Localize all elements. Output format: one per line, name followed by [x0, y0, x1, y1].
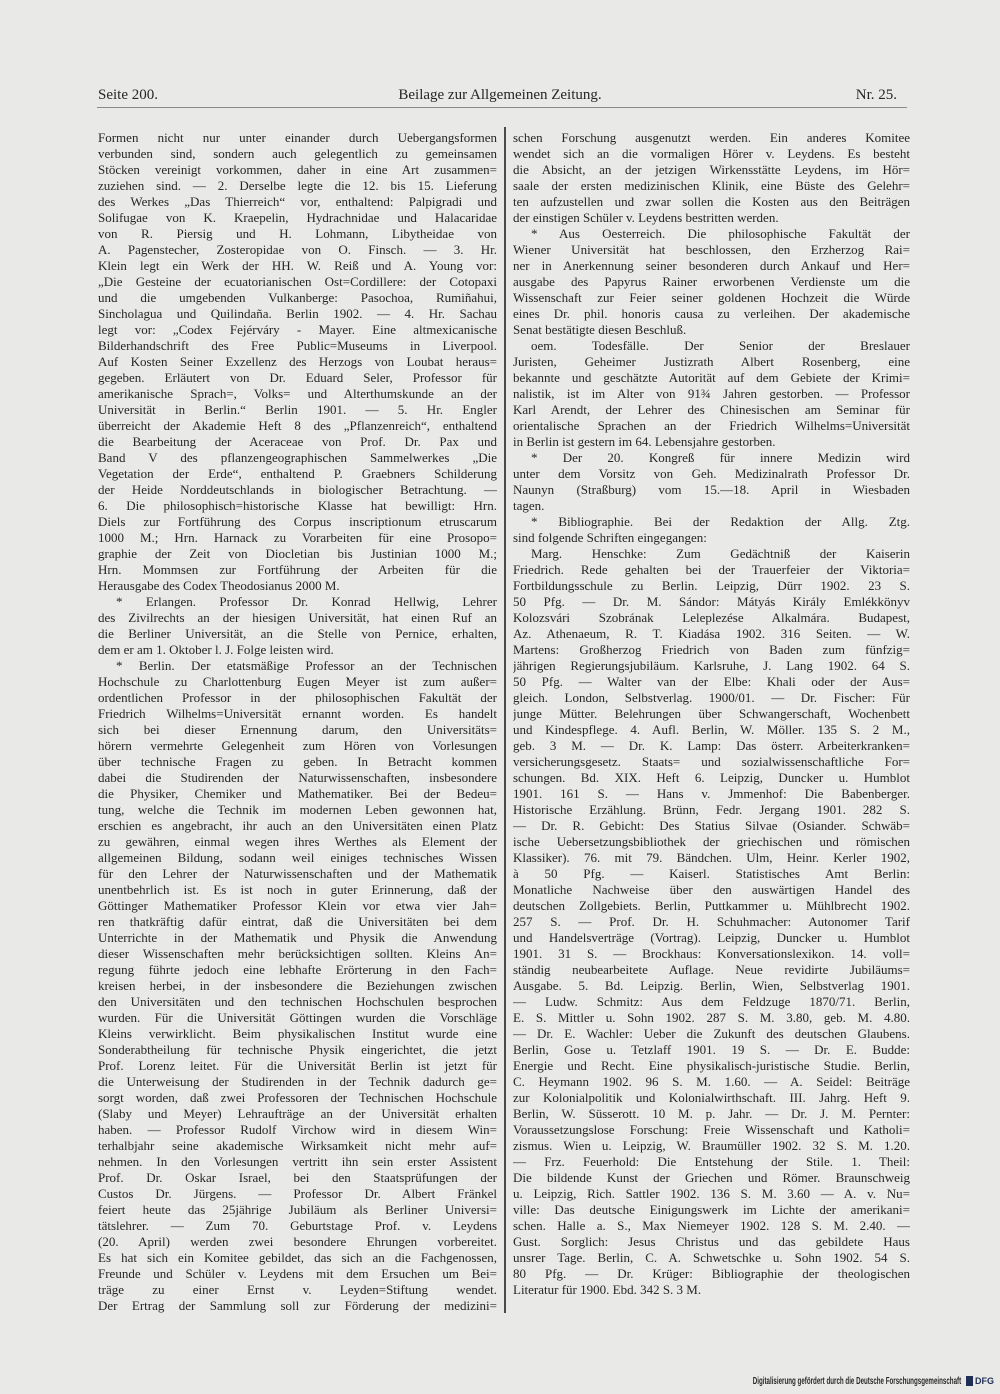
text-line: Unterrichte in der Mathematik und Physik die Anwendung — [98, 930, 497, 945]
text-line: ische Uebersetzungsbibliothek der griechischen und römischen — [513, 834, 910, 849]
text-line: schen Forschung ausgenutzt werden. Ein anderes Komitee — [513, 130, 910, 145]
header-rule — [97, 107, 907, 108]
issue-number: Nr. 25. — [855, 87, 897, 103]
text-line: des Zivilrechts an der hiesigen Universität, hat einen Ruf an — [98, 610, 497, 625]
text-line: saale der ersten medizinischen Klinik, eine Büste des Gelehr= — [513, 178, 910, 193]
text-line: * Aus Oesterreich. Die philosophische Fakultät der — [531, 226, 910, 241]
text-line: Ausgabe. 5. Bd. Leipzig. Berlin, Wien, Selbstverlag 1901. — [513, 978, 910, 993]
text-line: Wiener Universität hat beschlossen, den Erzherzog Rai= — [513, 242, 910, 257]
text-line: Die bildende Kunst der Griechen und Römer. Braunschweig — [513, 1170, 910, 1185]
text-line: den Universitäten und den technischen Hochschulen besprochen — [98, 994, 497, 1009]
text-line: C. Heymann 1902. 96 S. M. 1.60. — A. Seidel: Beiträge — [513, 1074, 910, 1089]
text-line: regung führte jedoch eine lebhafte Erörterung in den Fach= — [98, 962, 497, 977]
column-divider — [504, 127, 506, 1313]
text-line: gegeben. Erläutert von Dr. Eduard Seler, Professor für — [98, 370, 497, 385]
text-line: Universität in Berlin.“ Berlin 1901. — 5. Hr. Engler — [98, 402, 497, 417]
text-line: ständig neubearbeitete Auflage. Neue revidirte Jubiläums= — [513, 962, 910, 977]
text-line: Stöcken vereinigt vorkommen, daher in eine Art zusammen= — [98, 162, 497, 177]
text-line: * Bibliographie. Bei der Redaktion der Allg. Ztg. — [531, 514, 910, 529]
text-line: — Ludw. Schmitz: Aus dem Feldzuge 1870/71. Berlin, — [513, 994, 910, 1009]
text-line: Literatur für 1900. Ebd. 342 S. 3 M. — [513, 1282, 702, 1297]
text-line: legt vor: „Codex Fejérváry - Mayer. Eine altmexicanische — [98, 322, 497, 337]
text-line: sich bei dieser Ernennung darum, den Universitäts= — [98, 722, 497, 737]
text-line: ordentlichen Professor in der philosophischen Fakultät der — [98, 690, 497, 705]
article-paragraph — [513, 338, 910, 450]
text-line: gleich. London, Selbstverlag. 1900/01. — Dr. Fischer: Für — [513, 690, 910, 705]
funding-note: Digitalisierung gefördert durch die Deutsche Forschungsgemeinschaft — [752, 1375, 961, 1387]
text-line: Klein legt ein Werk der HH. W. Reiß und A. Young vor: — [98, 258, 497, 273]
text-line: Fortbildungsschule zu Berlin. Leipzig, Dürr 1902. 23 S. — [513, 578, 910, 593]
text-line: graphie der Zeit von Diocletian bis Justinian 1000 M.; — [98, 546, 497, 561]
text-line: à 50 Pfg. — Kaiserl. Statistisches Amt Berlin: — [513, 866, 910, 881]
text-line: Voraussetzungslose Forschung: Freie Wissenschaft und Katholi= — [513, 1122, 910, 1137]
text-line: junge Mütter. Belehrungen über Schwangerschaft, Wochenbett — [513, 706, 910, 721]
text-line: * Der 20. Kongreß für innere Medizin wird — [531, 450, 910, 465]
text-line: die Bearbeitung der Aceraceae von Prof. Dr. Pax und — [98, 434, 497, 449]
article-paragraph — [513, 226, 910, 338]
text-line: der einstigen Schüler v. Leydens bestritten werden. — [513, 210, 779, 225]
text-line: tätslehrer. — Zum 70. Geburtstage Prof. v. Leydens — [98, 1218, 497, 1233]
text-line: Martens: Großherzog Friedrich von Baden zum fünfzig= — [513, 642, 910, 657]
text-line: die Berliner Universität, an die Stelle von Pernice, erhalten, — [98, 626, 497, 641]
text-line: ville: Das deutsche Einigungswerk im Lichte der amerikani= — [513, 1202, 910, 1217]
text-line: und Kindespflege. 4. Aufl. Berlin, W. Möller. 135 S. 2 M., — [513, 722, 910, 737]
text-line: Sincholagua und Quilindaña. Berlin 1902. — 4. Hr. Sachau — [98, 306, 497, 321]
dfg-logo-icon — [966, 1376, 973, 1386]
text-line: Freunde und Schüler v. Leydens mit dem Ersuchen um Bei= — [98, 1266, 497, 1281]
digitization-footer — [745, 1372, 994, 1390]
article-paragraph — [98, 594, 497, 658]
article-paragraph — [513, 450, 910, 514]
text-line: die Physiker, Chemiker und Mathematiker. Bei der Bedeu= — [98, 786, 497, 801]
text-line: — Dr. R. Gebicht: Des Statius Silvae (Osiander. Schwäb= — [513, 818, 910, 833]
text-line: Solifugae von K. Kraepelin, Hydrachnidae und Halacaridae — [98, 210, 497, 225]
text-line: wendet sich an die vormaligen Hörer v. Leydens. Es besteht — [513, 146, 910, 161]
text-line: — Dr. E. Wachler: Ueber die Zukunft des deutschen Glaubens. — [513, 1026, 910, 1041]
text-line: zuziehen sind. — 2. Derselbe legte die 12. bis 15. Lieferung — [98, 178, 497, 193]
text-line: ausgabe des Papyrus Rainer erworbenen Verdienste um die — [513, 274, 910, 289]
text-line: Formen nicht nur unter einander durch Uebergangsformen — [98, 130, 497, 145]
text-line: Naunyn (Straßburg) vom 15.—18. April in Wiesbaden — [513, 482, 910, 497]
text-line: Berlin, Gose u. Tetzlaff 1901. 19 S. — Dr. E. Budde: — [513, 1042, 910, 1057]
article-paragraph — [513, 130, 910, 226]
text-line: Klassiker). 76. mit 79. Bändchen. Ulm, Heinr. Kerler 1902, — [513, 850, 910, 865]
text-line: Monatliche Nachweise über den auswärtigen Handel des — [513, 882, 910, 897]
text-line: zur Kolonialpolitik und Kolonialwirthschaft. III. Jahrg. Heft 9. — [513, 1090, 910, 1105]
text-line: ner in Anerkennung seiner besonderen durch Ankauf und Her= — [513, 258, 910, 273]
text-line: deutschen Zollgebiets. Berlin, Puttkammer u. Mühlbrecht 1902. — [513, 898, 910, 913]
text-line: Vegetation der Erde“, enthaltend P. Graebners Schilderung — [98, 466, 497, 481]
text-line: ten aufzustellen und zwar sollen die Kosten aus den Beiträgen — [513, 194, 910, 209]
text-line: der Heide Norddeutschlands in biologischer Betrachtung. — — [98, 482, 497, 497]
page-number: Seite 200. — [98, 87, 158, 103]
text-line: dabei die Studirenden der Naturwissenschaften, insbesondere — [98, 770, 497, 785]
text-line: Bilderhandschrift des Free Public=Museums in Liverpool. — [98, 338, 497, 353]
text-line: zu gewähren, einmal wegen ihres Werthes als Element der — [98, 834, 497, 849]
text-line: Friedrich. Rede gehalten bei der Trauerfeier der Viktoria= — [513, 562, 910, 577]
text-line: Sonderabtheilung für technische Physik eingerichtet, die jetzt — [98, 1042, 497, 1057]
text-line: über technische Fragen zu geben. In Betracht kommen — [98, 754, 497, 769]
text-line: verbunden sind, sondern auch gelegentlich zu gemeinsamen — [98, 146, 497, 161]
text-line: Es hat sich ein Komitee gebildet, das sich an die Fachgenossen, — [98, 1250, 497, 1265]
text-line: terhalbjahr seine akademische Wirksamkeit nicht mehr auf= — [98, 1138, 497, 1153]
dfg-logo — [966, 1376, 994, 1386]
text-line: Friedrich Wilhelms=Universität ernannt worden. Es handelt — [98, 706, 497, 721]
text-line: E. S. Mittler u. Sohn 1902. 287 S. M. 3.80, geb. M. 4.80. — [513, 1010, 910, 1025]
text-line: 1000 M.; Hrn. Harnack zu Vorarbeiten für eine Prosopo= — [98, 530, 497, 545]
text-line: Berlin, W. Süsserott. 10 M. p. Jahr. — Dr. J. M. Pernter: — [513, 1106, 910, 1121]
text-line: orientalische Sprachen an der Friedrich Wilhelms=Universität — [513, 418, 910, 433]
text-line: sind folgende Schriften eingegangen: — [513, 530, 707, 545]
text-line: 50 Pfg. — Dr. M. Sándor: Mátyás Király Emlékkönyv — [513, 594, 910, 609]
text-line: 1901. 161 S. — Hans v. Jmmenhof: Die Babenberger. — [513, 786, 910, 801]
text-line: allgemeinen Bildung, sodann weil einiges technisches Wissen — [98, 850, 497, 865]
text-line: wurden. Für die Universität Göttingen wurden die Vorschläge — [98, 1010, 497, 1025]
article-paragraph — [513, 514, 910, 546]
text-line: eines Dr. phil. honoris causa zu verleihen. Der akademische — [513, 306, 910, 321]
text-line: „Die Gesteine der ecuatorianischen Ost=Cordillere: der Cotopaxi — [98, 274, 497, 289]
text-line: (Slaby und Meyer) Lehraufträge an der Universität erhalten — [98, 1106, 497, 1121]
text-line: die Unterweisung der Studirenden in der Technik dadurch ge= — [98, 1074, 497, 1089]
text-line: für den Lehrer der Naturwissenschaften und der Mathematik — [98, 866, 497, 881]
text-line: Historische Erzählung. Brünn, Fedr. Jergang 1901. 282 S. — [513, 802, 910, 817]
text-line: geb. 3 M. — Dr. K. Lamp: Das österr. Arbeiterkranken= — [513, 738, 910, 753]
text-line: zismus. Wien u. Leipzig, W. Braumüller 1902. 32 S. M. 1.20. — [513, 1138, 910, 1153]
text-line: Kleins verwirklicht. Beim physikalischen Institut wurde eine — [98, 1026, 497, 1041]
text-line: die Absicht, an der jetzigen Wirkensstätte Leydens, im Hör= — [513, 162, 910, 177]
text-line: A. Pagenstecher, Zosteropidae von O. Finsch. — 3. Hr. — [98, 242, 497, 257]
text-line: Hochschule zu Charlottenburg Eugen Meyer ist zum außer= — [98, 674, 497, 689]
text-line: nehmen. In den Vorlesungen vertritt ihn sein erster Assistent — [98, 1154, 497, 1169]
text-line: Diels zur Fortführung des Corpus inscriptionum etruscarum — [98, 514, 497, 529]
text-line: in Berlin ist gestern im 64. Lebensjahre gestorben. — [513, 434, 776, 449]
article-paragraph — [98, 130, 497, 594]
text-line: träge zu einer Ernst v. Leyden=Stiftung wendet. — [98, 1282, 497, 1297]
text-line: Der Ertrag der Sammlung soll zur Förderung der medizini= — [98, 1298, 497, 1313]
text-line: Gust. Sorglich: Jesus Christus und das gebildete Haus — [513, 1234, 910, 1249]
text-line: Wissenschaft zur Feier seiner goldenen Hochzeit die Würde — [513, 290, 910, 305]
text-line: * Berlin. Der etatsmäßige Professor an der Technischen — [116, 658, 497, 673]
text-line: unentbehrlich ist. Es ist noch in guter Erinnerung, daß der — [98, 882, 497, 897]
text-line: Hrn. Mommsen zur Fortführung der Arbeiten für die — [98, 562, 497, 577]
text-line: bekannte und geschätzte Autorität auf dem Gebiete der Krimi= — [513, 370, 910, 385]
text-line: Auf Kosten Seiner Exzellenz des Herzogs von Loubat heraus= — [98, 354, 497, 369]
text-line: 80 Pfg. — Dr. Krüger: Bibliographie der theologischen — [513, 1266, 910, 1281]
text-line: amerikanische Sprach=, Volks= und Alterthumskunde an der — [98, 386, 497, 401]
text-line: Herausgabe des Codex Theodosianus 2000 M. — [98, 578, 340, 593]
text-line: tung, welche die Technik im modernen Leben gewonnen hat, — [98, 802, 497, 817]
text-line: Marg. Henschke: Zum Gedächtniß der Kaiserin — [531, 546, 910, 561]
text-line: oem. Todesfälle. Der Senior der Breslauer — [531, 338, 910, 353]
text-line: Juristen, Geheimer Justizrath Albert Rosenberg, eine — [513, 354, 910, 369]
text-line: unsrer Tage. Berlin, C. A. Schwetschke u. Sohn 1902. 54 S. — [513, 1250, 910, 1265]
text-line: Karl Arendt, der Lehrer des Chinesischen am Seminar für — [513, 402, 910, 417]
text-line: sorgt worden, daß zwei Professoren der Technischen Hochschule — [98, 1090, 497, 1105]
text-line: schungen. Bd. XIX. Heft 6. Leipzig, Duncker u. Humblot — [513, 770, 910, 785]
text-line: versicherungsgesetz. Staats= und sozialwissenschaftliche For= — [513, 754, 910, 769]
left-column — [98, 130, 497, 1314]
text-line: unter dem Vorsitz von Geh. Medizinalrath Professor Dr. — [513, 466, 910, 481]
text-line: Energie und Recht. Eine physikalisch-juristische Studie. Berlin, — [513, 1058, 910, 1073]
text-line: dieser Wissenschaften mehr berücksichtigen sollten. Kleins An= — [98, 946, 497, 961]
text-line: Senat bestätigte diesen Beschluß. — [513, 322, 687, 337]
text-line: Göttinger Mathematiker Professor Klein vor etwa vier Jah= — [98, 898, 497, 913]
publication-title: Beilage zur Allgemeinen Zeitung. — [398, 87, 602, 103]
text-line: Band V des pflanzengeographischen Sammelwerkes „Die — [98, 450, 497, 465]
text-line: 6. Die philosophisch=historische Klasse hat bewilligt: Hrn. — [98, 498, 497, 513]
text-line: u. Leipzig, Rich. Sattler 1902. 136 S. M. 3.60 — A. v. Nu= — [513, 1186, 910, 1201]
text-line: 50 Pfg. — Walter van der Elbe: Khali oder der Aus= — [513, 674, 910, 689]
text-line: überreicht der Akademie Heft 8 des „Pflanzenreich“, enthaltend — [98, 418, 497, 433]
text-line: Kolozsvári Szobrának Leleplezése Alkalmára. Budapest, — [513, 610, 910, 625]
article-paragraph — [98, 658, 497, 1314]
text-line: nalistik, ist im Alter von 91¾ Jahren gestorben. — Professor — [513, 386, 910, 401]
text-line: des Werkes „Das Thierreich“ vor, enthaltend: Palpigradi und — [98, 194, 497, 209]
text-line: tagen. — [513, 498, 545, 513]
right-column — [513, 130, 910, 1298]
text-line: und Handelsverträge (Vortrag). Leipzig, Duncker u. Humblot — [513, 930, 910, 945]
text-line: kreisen herbei, in der insbesondere die Beziehungen zwischen — [98, 978, 497, 993]
text-line: 257 S. — Prof. Dr. H. Schuhmacher: Autonomer Tarif — [513, 914, 910, 929]
text-line: * Erlangen. Professor Dr. Konrad Hellwig, Lehrer — [116, 594, 497, 609]
text-line: (20. April) werden zwei besondere Ehrungen vorbereitet. — [98, 1234, 497, 1249]
article-paragraph — [513, 546, 910, 1298]
text-line: — Frz. Feuerhold: Die Entstehung der Stile. 1. Theil: — [513, 1154, 910, 1169]
dfg-logo-text: DFG — [975, 1376, 994, 1386]
text-line: Custos Dr. Jürgens. — Professor Dr. Albert Fränkel — [98, 1186, 497, 1201]
text-line: und die umgebenden Vulkanberge: Pasochoa, Rumiñahui, — [98, 290, 497, 305]
text-line: Az. Athenaeum, R. T. Kiadása 1902. 316 Seiten. — W. — [513, 626, 910, 641]
text-line: feiert heute das 25jährige Jubiläum als Berliner Universi= — [98, 1202, 497, 1217]
text-line: Prof. Dr. Oskar Israel, bei den Staatsprüfungen der — [98, 1170, 497, 1185]
text-line: Prof. Lorenz leitet. Für die Universität Berlin ist jetzt für — [98, 1058, 497, 1073]
text-line: erschien es angebracht, ihr auch an den Universitäten einen Platz — [98, 818, 497, 833]
text-line: 1901. 31 S. — Brockhaus: Konversationslexikon. 14. voll= — [513, 946, 910, 961]
text-line: ren thatkräftig dafür eintrat, daß die Universitäten bei dem — [98, 914, 497, 929]
text-line: hörern vermehrte Gelegenheit zum Hören von Vorlesungen — [98, 738, 497, 753]
text-line: dem er am 1. Oktober l. J. Folge leisten wird. — [98, 642, 334, 657]
text-line: jährigen Regierungsjubiläum. Karlsruhe, J. Lang 1902. 64 S. — [513, 658, 910, 673]
text-line: haben. — Professor Rudolf Virchow wird in diesem Win= — [98, 1122, 497, 1137]
text-line: von R. Piersig und H. Lohmann, Libytheidae von — [98, 226, 497, 241]
text-line: schen. Halle a. S., Max Niemeyer 1902. 128 S. M. 2.40. — — [513, 1218, 910, 1233]
